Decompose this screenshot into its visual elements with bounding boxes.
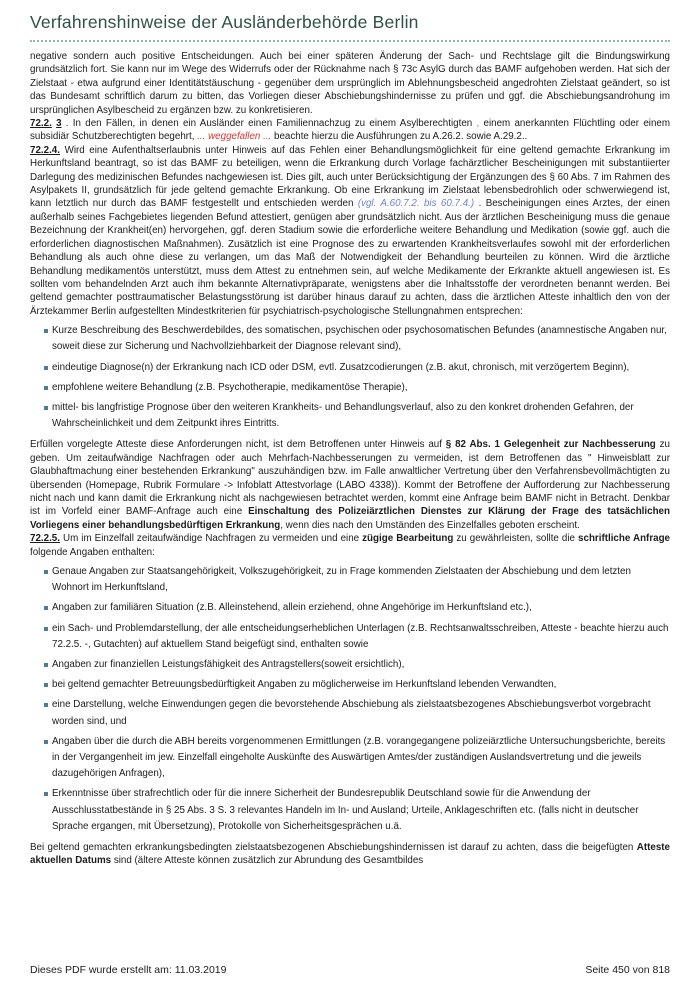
bullet-square-icon [44,663,48,667]
text-run-normal: . In den Fällen, in denen ein Ausländer einen Familiennachzug zu einem Asylberechtigten [61,118,477,130]
bullet-text: eindeutige Diagnose(n) der Erkrankung nach ICD oder DSM, evtl. Zusatzcodierungen (z.B. akut, chronisch, mit verzögertem Beginn), [52,361,630,373]
text-run-normal: negative sondern auch positive Entscheidungen. Auch bei einer späteren Änderung der Sach- und Rechtslage gilt die Bindungswirkung grundsätzlich fort. Sie kann nur im Wege des Widerrufs oder der Rücknahme nach § 73c AsylG durch das BAMF aufgehoben werden. Hat sich der Zielstaat - etwa aufgrund einer Identitätstäuschung - gegenüber dem ursprünglich im Ablehnungsbescheid angedrohten Zielstaat geändert, so ist das Bundesamt schriftlich darum zu bitten, das Vorliegen dieser Abschiebungshindernisse zu prüfen und ggf. die Abschiebungsandrohung im ursprünglichen Asylbescheid zu ergänzen bzw. zu konkretisieren. [30,51,670,116]
intro-paragraph [30,50,670,117]
text-run-normal: zu gewährleisten, sollte die [453,533,579,545]
anfrage-angaben-list [44,564,670,835]
bullet-item [44,400,670,432]
bullet-square-icon [44,627,48,631]
text-run-normal: einem anerkannten Flüchtling oder einem subsidiär Schutzberechtigten begehrt, [30,118,671,143]
text-run-normal: folgende Angaben enthalten: [30,546,155,558]
nachbesserung-paragraph [30,438,670,532]
bullet-item [44,600,670,616]
text-run-bold-underline: 3 [56,118,62,130]
text-run-bold: schriftliche Anfrage [578,533,671,545]
text-run-normal: beachte hierzu die Ausführungen zu A.26.2. sowie A.29.2.. [271,131,528,143]
text-run-blue: , [476,118,480,130]
bullet-text: ein Sach- und Problemdarstellung, der alle entscheidungserheblichen Unterlagen (z.B. Rechtsanwaltsschreiben, Atteste - beachte hierzu auch 72.2.5. -, Gutachten) auf aktuellem Stand beigefügt sind, enthalten sowie [52,622,669,650]
section-72-2-3 [30,117,670,144]
bullet-square-icon [44,570,48,574]
text-run-bold: Atteste aktuellen Datums [30,842,670,867]
bullet-item [44,564,670,596]
bullet-text: bei geltend gemachter Betreuungsbedürftigkeit Angaben zu möglicherweise im Herkunftsland lebenden Verwandten, [52,679,557,691]
document-body [30,50,670,868]
text-run-bold: Einschaltung des Polizeiärztlichen Dienstes zur Klärung der Frage des tatsächlichen Vorliegens einer behandlungsbedürftigen Erkrankung [30,506,670,531]
text-run-bold: zügige Bearbeitung [362,533,454,545]
page-footer [30,964,670,976]
attest-criteria-list [44,323,670,432]
bullet-text: eine Darstellung, welche Einwendungen gegen die bevorstehende Abschiebung als zielstaatsbezogenes Abschiebungsverbot vorgebracht worden sind, und [52,699,651,727]
bullet-item [44,734,670,783]
text-run-normal: , wenn dies nach den Umständen des Einzelfalles geboten erscheint. [280,519,580,531]
bullet-text: Erkenntnisse über strafrechtlich oder für die innere Sicherheit der Bundesrepublik Deutschland sowie für die Anwendung der Ausschlusstatbestände in § 25 Abs. 3 S. 3 relevantes Handeln im In- und Ausland; Urteile, Anklageschriften etc. (falls nicht in deutscher Sprache ergangen, mit Übersetzung), Protokolle von Sicherheitsgesprächen u.ä. [52,788,639,832]
text-run-normal: Um im Einzelfall zeitaufwändige Nachfragen zu vermeiden und eine [59,533,363,545]
bullet-item [44,323,670,355]
section-72-2-4 [30,144,670,318]
bullet-text: Kurze Beschreibung des Beschwerdebildes, des somatischen, psychischen oder psychosomatischen Befundes (anamnestische Angaben nur, soweit diese zur Sicherung und Nachvollziehbarkeit der Diagnose relevant sind), [52,325,667,353]
text-run-normal: zu geben. Um zeitaufwändige Nachfragen oder auch Mehrfach-Nachbesserungen zu vermeiden, ist dem Betroffenen das " Hinweisblatt zur Glaubhaftmachung einer bestehenden Erkrankung" auszuhändigen bzw. im Falle anwaltlicher Vertretung über den Verfahrensbevollmächtigten zu übersenden (Homepage, Rubrik Formulare -> Infoblatt Attestvorlage (LABO 4338)). Kommt der Betroffene der Aufforderung zur Nachbesserung nicht nach und kann damit die Erkrankung nicht als nachgewiesen betrachtet werden, kommt eine Anfrage beim BAMF nicht in Betracht. Denkbar ist im Vorfeld einer BAMF-Anfrage auch eine [30,439,670,518]
bullet-text: Angaben über die durch die ABH bereits vorgenommenen Ermittlungen (z.B. vorangegangene polizeiärztliche Untersuchungsberichte, bereits in der Vergangenheit im jew. Einzelfall eingeholte Auskünfte des Auswärtigen Amtes/der zuständigen Auslandsvertretung und die jeweils dazugehörigen Anfragen), [52,735,666,780]
bullet-text: empfohlene weitere Behandlung (z.B. Psychotherapie, medikamentöse Therapie), [52,381,408,393]
text-run-normal: . Bescheinigungen eines Arztes, der einen außerhalb seines Fachgebietes liegenden Befund attestiert, genügen aber grundsätzlich nicht. Aus der ärztlichen Bescheinigung muss die genaue Bezeichnung der Krankheit(en) hervorgehen, ggf. deren Stadium sowie die erforderliche weitere Behandlung und Medikation (sowie ggf. auch die erforderlichen diagnostischen Maßnahmen). Zusätzlich ist eine Prognose des zu erwartenden Krankheitsverlaufes sowohl mit der erforderlichen Behandlung als auch ohne diese zu verlangen, um das Maß der Notwendigkeit der Behandlung beurteilen zu können. Wird die ärztliche Behandlung medikamentös unterstützt, muss dem Attest zu entnehmen sein, auf welche Medikamente der Erkrankte aktuell angewiesen ist. Es sollten vom behandelnden Arzt auch ihm bekannte Alternativpräparate, wenigstens aber die Inhaltsstoffe der verordneten benannt werden. Bei geltend gemachter posttraumatischer Belastungsstörung ist darüber hinaus darauf zu achten, dass die ärztlichen Atteste inhaltlich den von der Ärztekammer Berlin aufgestellten Mindestkriterien für psychiatrisch-psychologische Stellungnahmen entsprechen: [30,198,670,317]
bullet-square-icon [44,606,48,610]
bullet-square-icon [44,683,48,687]
text-run-blue-italic: (vgl. A.60.7.2. bis 60.7.4.) [357,198,475,210]
bullet-square-icon [44,703,48,707]
bullet-text: Genaue Angaben zur Staatsangehörigkeit, Volkszugehörigkeit, zu in Frage kommenden Zielstaaten der Abschiebung und dem letzten Wohnort im Herkunftsland, [52,566,631,594]
bullet-item [44,697,670,729]
footer-created-date: Dieses PDF wurde erstellt am: 11.03.2019 [30,964,227,976]
bullet-item [44,657,670,673]
bullet-item [44,677,670,693]
bullet-square-icon [44,740,48,744]
bullet-square-icon [44,366,48,370]
text-run-normal: Erfüllen vorgelegte Atteste diese Anforderungen nicht, ist dem Betroffenen unter Hinweis auf [30,439,446,451]
text-run-normal: Bei geltend gemachten erkrankungsbedingten zielstaatsbezogenen Abschiebungshindernissen ist darauf zu achten, dass die beigefügten [30,842,637,854]
bullet-square-icon [44,329,48,333]
bullet-text: Angaben zur finanziellen Leistungsfähigkeit des Antragstellers(soweit ersichtlich), [52,659,405,671]
text-run-normal: Wird eine Aufenthaltserlaubnis unter Hinweis auf das Fehlen einer Behandlungsmöglichkeit für eine geltend gemachte Erkrankung im Herkunftsland beantragt, so ist das BAMF zu beteiligen, wenn die Erkrankung durch Vorlage fachärztlicher Bescheinigungen mit substantiierter Darlegung des medizinischen Befundes nachgewiesen ist. Dies gilt, auch unter Berücksichtigung der Ergänzungen des § 60 Abs. 7 im Rahmen des Asylpakets II, grundsätzlich für jede geltend gemachte Erkrankung. Ob eine Erkrankung im Zielstaat lebensbedrohlich oder schwerwiegend ist, kann letztlich nur durch das BAMF festgestellt und entschieden werden [30,144,670,210]
section-72-2-5 [30,532,670,559]
text-run-normal: sind (ältere Atteste können zusätzlich zur Abrundung des Gesamtbildes [111,855,424,867]
bullet-square-icon [44,386,48,390]
bullet-text: mittel- bis langfristige Prognose über den weiteren Krankheits- und Behandlungsverlauf, also zu den konkret drohenden Gefahren, der Wahrscheinlichkeit und dem Zeitpunkt ihres Eintritts. [52,401,634,430]
text-run-bold-underline: 72.2. [30,118,52,130]
bullet-item [44,621,670,653]
text-run-bold-underline: 72.2.5. [30,533,60,545]
text-run-bold: § 82 Abs. 1 Gelegenheit zur Nachbesserung [445,439,656,451]
bullet-square-icon [44,792,48,796]
bullet-item [44,786,670,835]
atteste-datum-paragraph [30,841,670,868]
title-dotted-rule [30,40,670,42]
text-run-red-italic: ... weggefallen ... [197,131,272,143]
bullet-item [44,380,670,396]
page-title: Verfahrenshinweise der Ausländerbehörde Berlin [30,12,419,32]
bullet-square-icon [44,406,48,410]
bullet-text: Angaben zur familiären Situation (z.B. Alleinstehend, allein erziehend, ohne Angehörige im Herkunftsland etc.), [52,602,532,614]
text-run-bold-underline: 72.2.4. [30,144,60,156]
bullet-item [44,360,670,376]
footer-page-number: Seite 450 von 818 [585,964,670,976]
